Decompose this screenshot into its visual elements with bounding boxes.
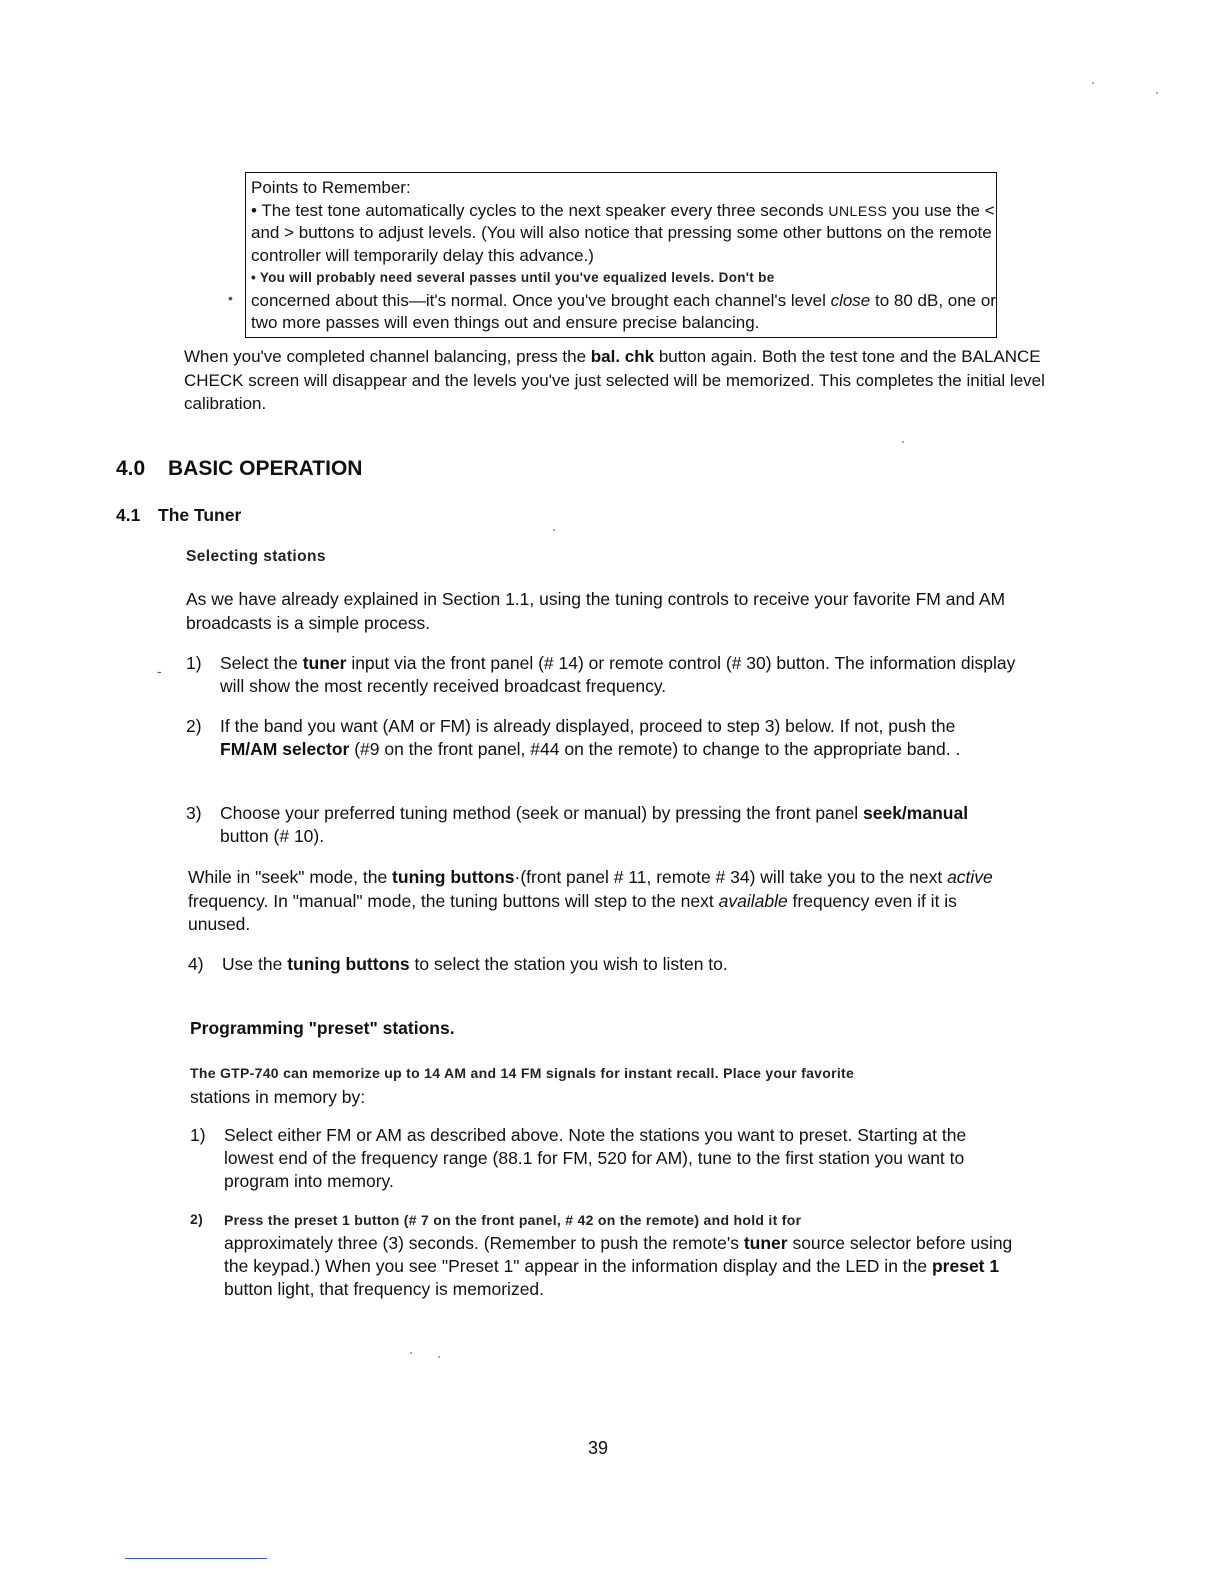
tuner-step-2: 2) If the band you want (AM or FM) is already displayed, proceed to step 3) below. If not, push the FM/AM selector (#9 on the front panel, #44 on the remote) to change to the appropriate band. . — [186, 716, 961, 759]
unless-text: UNLESS — [828, 202, 888, 219]
scan-speck — [438, 1356, 440, 1358]
scan-speck — [553, 529, 555, 531]
tuner-step-1: 1) Select the tuner input via the front panel (# 14) or remote control (# 30) button. The information display will show the most recently received broadcast frequency. — [186, 653, 1016, 696]
bal-chk-label: bal. chk — [590, 347, 655, 366]
section-heading: 4.0 BASIC OPERATION — [116, 457, 363, 480]
preset-step-2: 2) Press the preset 1 button (# 7 on the front panel, # 42 on the remote) and hold it for approximately three (3) seconds. (Remember to push the remote's tuner source selector before using the keypad.) When you see "Preset 1" appear in the information display and the LED in the preset 1 button light, that frequency is memorized. — [190, 1211, 1013, 1299]
points-to-remember-box — [245, 172, 997, 338]
programming-presets-heading: Programming "preset" stations. — [190, 1018, 455, 1038]
subsection-heading: 4.1 The Tuner — [116, 505, 242, 525]
footer-rule — [125, 1558, 267, 1559]
selecting-stations-heading: Selecting stations — [186, 548, 326, 565]
scan-speck — [902, 441, 904, 443]
box-title: Points to Remember: — [251, 178, 411, 197]
scan-speck — [1092, 82, 1094, 84]
box-bullet-2-small: • You will probably need several passes until you've equalized levels. Don't be — [251, 270, 775, 285]
margin-dash: - — [157, 663, 162, 679]
margin-mark: • — [228, 290, 233, 306]
scan-speck — [1156, 92, 1158, 94]
selecting-intro: As we have already explained in Section 1.1, using the tuning controls to receive your favorite FM and AM broadcasts is a simple process. — [186, 589, 1006, 633]
preset-step-1: 1) Select either FM or AM as described above. Note the stations you want to preset. Starting at the lowest end of the frequency range (88.1 for FM, 520 for AM), tune to the first station you want to program into memory. — [190, 1125, 967, 1191]
programming-intro: The GTP-740 can memorize up to 14 AM and 14 FM signals for instant recall. Place your favorite stations in memory by: — [190, 1065, 855, 1107]
seek-mode-paragraph: While in "seek" mode, the tuning buttons·(front panel # 11, remote # 34) will take you to the next active frequency. In "manual" mode, the tuning buttons will step to the next available frequency even if it is unused. — [188, 867, 993, 934]
balance-paragraph: When you've completed channel balancing, press the bal. chk button again. Both the test tone and the BALANCE CHECK screen will disappear and the levels you've just selected will be memorized. This completes the initial level calibration. — [184, 347, 1045, 413]
box-bullet-1: • The test tone automatically cycles to the next speaker every three seconds UNLESS you use the < and > buttons to adjust levels. (You will also notice that pressing some other buttons on the remote controller will temporarily delay this advance.) — [251, 200, 995, 265]
box-bullet-2: concerned about this—it's normal. Once you've brought each channel's level close to 80 dB, one or two more passes will even things out and ensure precise balancing. — [251, 290, 996, 332]
scan-speck — [410, 1352, 412, 1354]
page-number: 39 — [588, 1438, 609, 1458]
tuner-step-4: 4) Use the tuning buttons to select the station you wish to listen to. — [188, 954, 728, 974]
tuner-step-3: 3) Choose your preferred tuning method (seek or manual) by pressing the front panel seek/manual button (# 10). — [186, 803, 969, 846]
